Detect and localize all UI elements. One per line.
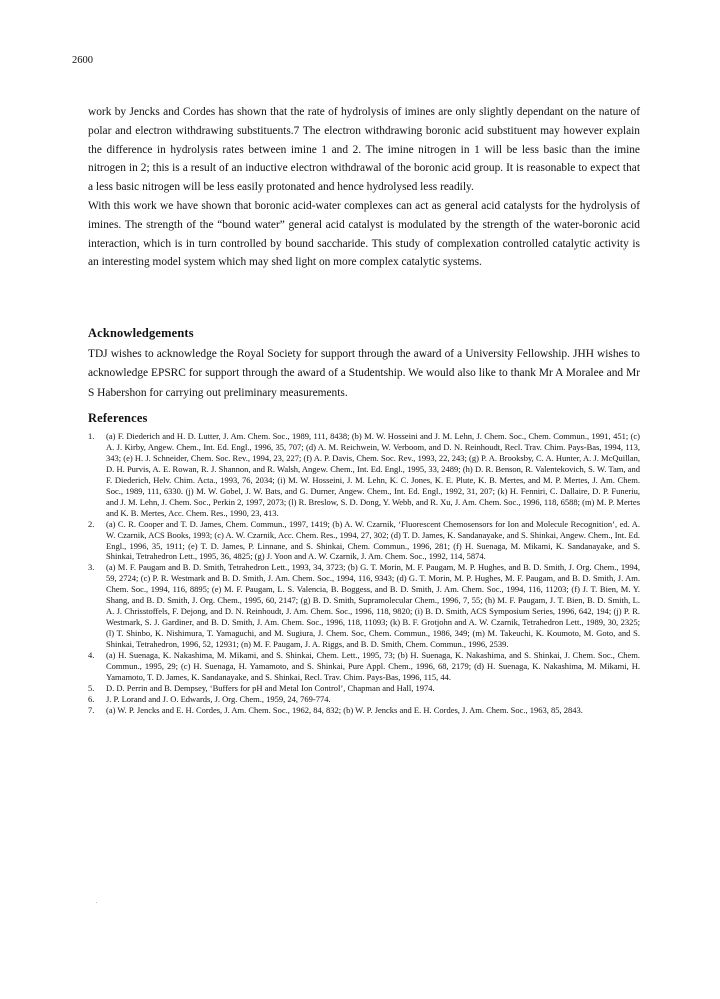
reference-item [88, 650, 640, 683]
reference-number: 3. [88, 562, 95, 573]
page-number: 2600 [72, 55, 93, 66]
references-heading: References [88, 411, 148, 425]
reference-text: (a) H. Suenaga, K. Nakashima, M. Mikami, and S. Shinkai, Chem. Lett., 1995, 73; (b) H. Suenaga, K. Nakashima, and S. Shinkai, J. Chem. Soc., Chem. Commun., 1995, 29; (c) H. Suenaga, H. Yamamoto, and S. Shinkai, Pure Appl. Chem., 1996, 68, 2179; (d) H. Suenaga, K. Nakashima, M. Mikami, H. Yamamoto, T. D. James, K. Sandanayake, and S. Shinkai, Recl. Trav. Chim. Pays-Bas, 1996, 115, 44. [106, 650, 640, 682]
reference-item [88, 519, 640, 563]
reference-text: (a) C. R. Cooper and T. D. James, Chem. Commun., 1997, 1419; (b) A. W. Czarnik, ‘Fluorescent Chemosensors for Ion and Molecule Recognition’, ed. A. W. Czarnik, ACS Books, 1993; (c) A. W. Czarnik, Acc. Chem. Res., 1994, 27, 302; (d) T. D. James, K. Sandanayake, and S. Shinkai, Angew. Chem., Int. Ed. Engl., 1996, 35, 1911; (e) T. D. James, P. Linnane, and S. Shinkai, Chem. Commun., 1996, 281; (f) H. Suenaga, M. Mikami, K. Sandanayake, and S. Shinkai, Tetrahedron Lett., 1995, 36, 4825; (g) J. Yoon and A. W. Czarnik, J. Am. Chem. Soc., 1992, 114, 5874. [106, 518, 640, 562]
reference-number: 7. [88, 704, 95, 715]
body-paragraph: With this work we have shown that boronic acid-water complexes can act as general acid catalysts for the hydrolysis of imines. The strength of the “bound water” general acid catalyst is modulated by the strength of the water-boronic acid interaction, which is in turn controlled by bound saccharide. This study of complexation controlled catalytic activity is an interesting model system which may shed light on more complex catalytic systems. [88, 199, 640, 269]
reference-text: D. D. Perrin and B. Dempsey, ‘Buffers for pH and Metal Ion Control’, Chapman and Hall, 1974. [106, 682, 435, 693]
reference-item [88, 431, 640, 519]
reference-text: (a) M. F. Paugam and B. D. Smith, Tetrahedron Lett., 1993, 34, 3723; (b) G. T. Morin, M. F. Paugam, M. P. Hughes, and B. D. Smith, J. Org. Chem., 1994, 59, 2724; (c) P. R. Westmark and B. D. Smith, J. Am. Chem. Soc., 1994, 116, 9343; (d) G. T. Morin, M. P. Hughes, M. F. Paugam, and B. D. Smith, J. Am. Chem. Soc., 1994, 116, 8895; (e) M. F. Paugam, L. S. Valencia, B. Boggess, and B. D. Smith, J. Am. Chem. Soc., 1994, 116, 11203; (f) J. T. Bien, M. Y. Shang, and B. D. Smith, J. Org. Chem., 1995, 60, 2147; (g) B. D. Smith, Supramolecular Chem., 1996, 7, 55; (h) M. F. Paugam, J. T. Bien, B. D. Smith, L. A. J. Chrisstoffels, F. Dejong, and D. N. Reinhoudt, J. Am. Chem. Soc., 1996, 118, 9820; (i) B. D. Smith, ACS Symposium Series, 1996, 642, 194; (j) P. R. Westmark, S. J. Gardiner, and B. D. Smith, J. Am. Chem. Soc., 1996, 118, 11093; (k) B. F. Grotjohn and A. W. Czarnik, Tetrahedron Lett., 1989, 30, 2325; (l) T. Shinbo, K. Nishimura, T. Yamaguchi, and M. Sugiura, J. Chem. Soc, Chem. Commun., 1986, 349; (m) M. Takeuchi, K. Koumoto, M. Goto, and S. Shinkai, Tetrahedron, 1996, 52, 12931; (n) M. F. Paugam, J. A. Riggs, and B. D. Smith, Chem. Commun., 1996, 2539. [106, 562, 640, 650]
scan-speck [96, 902, 97, 903]
reference-number: 2. [88, 518, 95, 529]
reference-number: 4. [88, 650, 95, 661]
references-list [88, 431, 640, 716]
reference-text: (a) W. P. Jencks and E. H. Cordes, J. Am. Chem. Soc., 1962, 84, 832; (b) W. P. Jencks and E. H. Cordes, J. Am. Chem. Soc., 1963, 85, 2843. [106, 704, 583, 715]
reference-text: J. P. Lorand and J. O. Edwards, J. Org. Chem., 1959, 24, 769-774. [106, 693, 331, 704]
acknowledgements-text: TDJ wishes to acknowledge the Royal Society for support through the award of a University Fellowship. JHH wishes to acknowledge EPSRC for support through the award of a Studentship. We would also like to thank Mr A Moralee and Mr S Habershon for carrying out preliminary measurements. [88, 348, 640, 399]
acknowledgements-heading: Acknowledgements [88, 326, 194, 340]
reference-item [88, 694, 640, 705]
reference-item [88, 562, 640, 650]
reference-number: 6. [88, 693, 95, 704]
reference-item [88, 705, 640, 716]
reference-item [88, 683, 640, 694]
body-paragraph: work by Jencks and Cordes has shown that the rate of hydrolysis of imines are only slightly dependant on the nature of polar and electron withdrawing substituents.7 The electron withdrawing boronic acid substituent may however explain the difference in hydrolysis rates between imine 1 and 2. The imine nitrogen in 1 will be less basic than the imine nitrogen in 2; this is a result of an inductive electron withdrawal of the boronic acid group. It is reasonable to expect that a less basic nitrogen will be less easily protonated and hence hydrolysed less readily. [88, 106, 640, 194]
body-text [88, 103, 640, 272]
reference-number: 1. [88, 431, 95, 441]
reference-number: 5. [88, 682, 95, 693]
reference-text: (a) F. Diederich and H. D. Lutter, J. Am. Chem. Soc., 1989, 111, 8438; (b) M. W. Hosseini and J. M. Lehn, J. Chem. Soc., Chem. Commun., 1991, 451; (c) A. J. Kirby, Angew. Chem., Int. Ed. Engl., 1996, 35, 707; (d) A. M. Reichwein, W. Verboom, and D. N. Reinhoudt, Recl. Trav. Chim. Pays-Bas, 1994, 113, 343; (e) H. J. Schneider, Chem. Soc. Rev., 1994, 23, 227; (f) A. P. Davis, Chem. Soc. Rev., 1993, 22, 243; (g) P. A. Brooksby, C. A. Hunter, A. J. McQuillan, D. H. Purvis, A. E. Rowan, R. J. Shannon, and R. Walsh, Angew. Chem., Int. Ed. Engl., 1995, 33, 2489; (h) D. R. Benson, R. Valentekovich, S. W. Tam, and F. Diederich, Helv. Chim. Acta., 1993, 76, 2034; (i) M. W. Hosseini, J. M. Lehn, K. C. Jones, K. E. Plute, K. B. Mertes, and M. P. Mertes, J. Am. Chem. Soc., 1989, 111, 6330. (j) M. W. Gobel, J. W. Bats, and G. Durner, Angew. Chem., Int. Ed. Engl., 1992, 31, 207; (k) H. Fenniri, C. Dallaire, D. P. Funeriu, and J. M. Lehn, J. Chem. Soc., Perkin 2, 1997, 2073; (l) R. Breslow, S. D. Dong, Y. Webb, and R. Xu, J. Am. Chem. Soc., 1996, 118, 6588; (m) M. P. Mertes and K. B. Mertes, Acc. Chem. Res., 1990, 23, 413. [106, 431, 640, 518]
